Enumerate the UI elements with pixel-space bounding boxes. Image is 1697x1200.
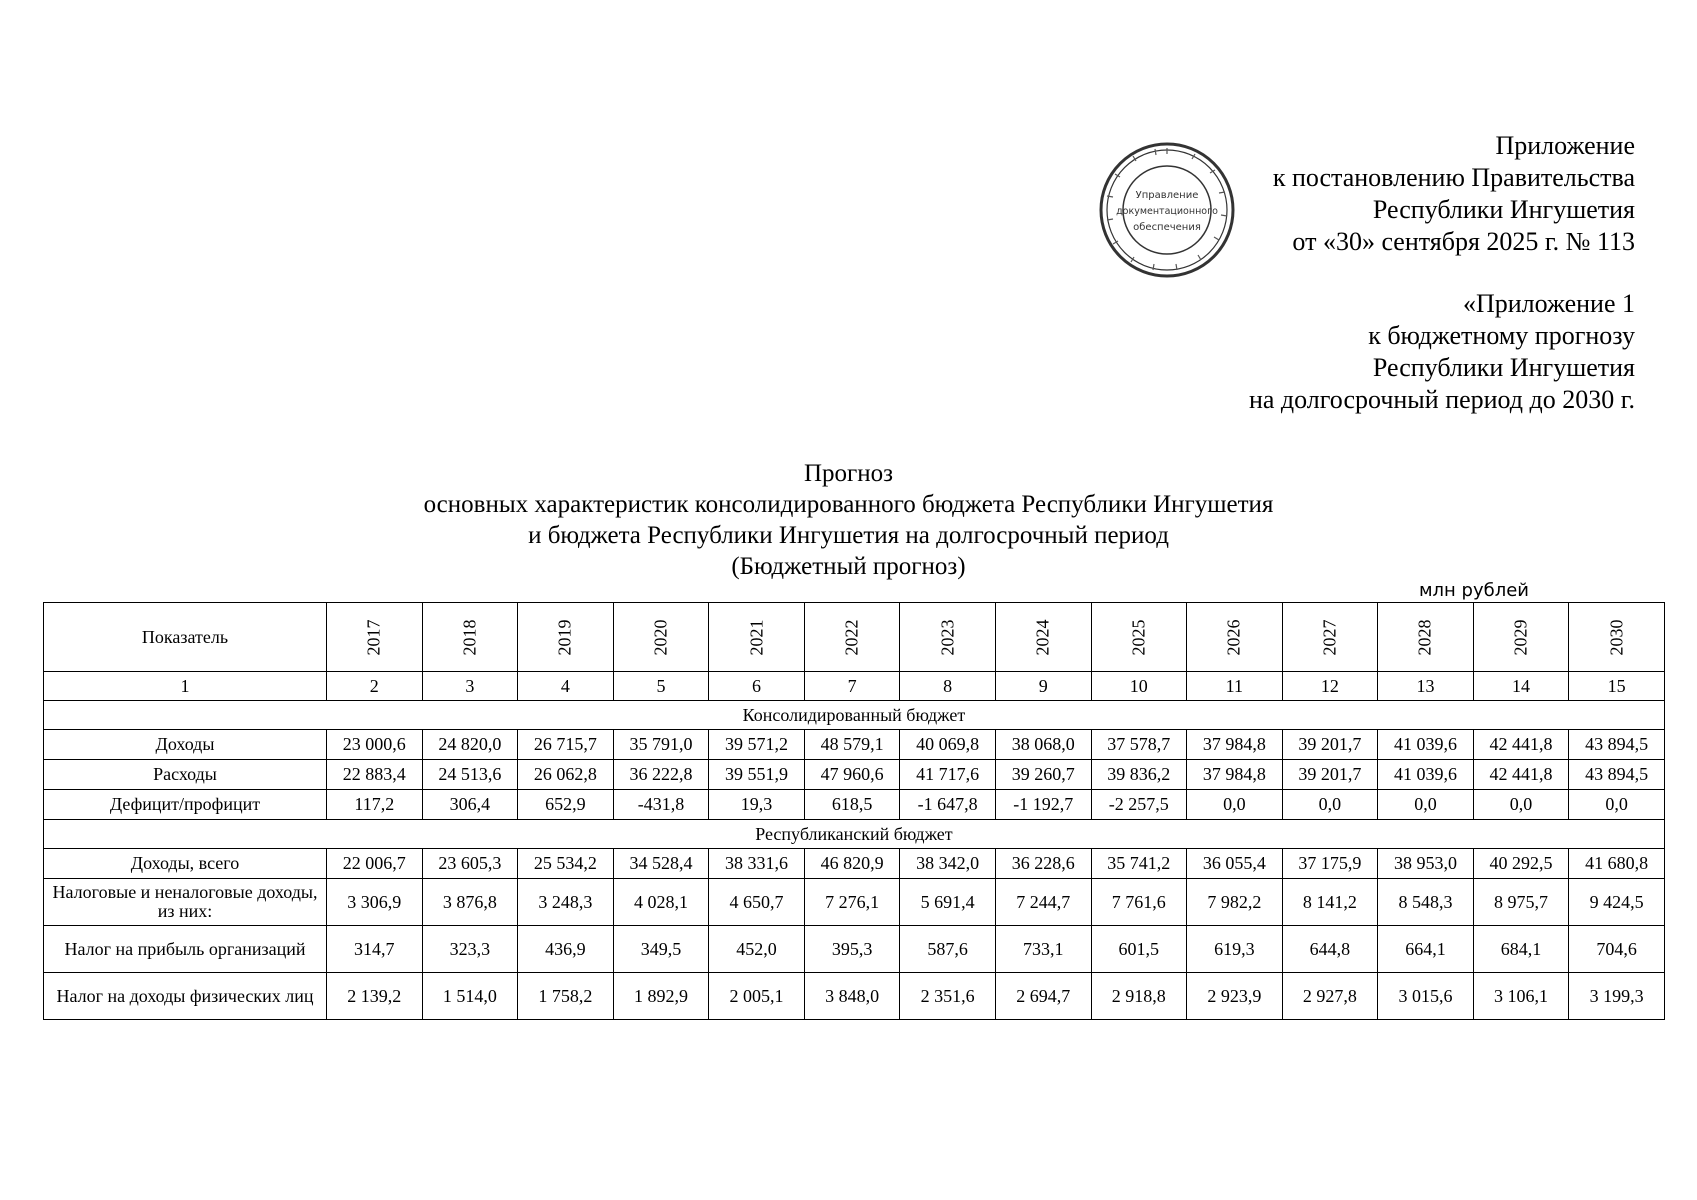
table-cell: 22 883,4: [327, 760, 423, 790]
column-number: 14: [1473, 672, 1569, 701]
table-cell: 23 000,6: [327, 730, 423, 760]
table-cell: 7 982,2: [1187, 879, 1283, 926]
table-cell: 7 761,6: [1091, 879, 1187, 926]
column-header-year: [1473, 603, 1569, 672]
appendix-header: [1249, 130, 1635, 416]
column-number: 13: [1378, 672, 1474, 701]
year-label: 2023: [937, 619, 958, 655]
table-cell: 42 441,8: [1473, 760, 1569, 790]
year-label: 2017: [363, 619, 384, 655]
table-cell: 23 605,3: [422, 849, 518, 879]
stamp-text: документационного: [1116, 206, 1218, 217]
appendix-line: от «30» сентября 2025 г. № 113: [1292, 227, 1635, 256]
table-cell: 618,5: [804, 790, 900, 820]
column-number: 12: [1282, 672, 1378, 701]
table-row: [44, 879, 1665, 926]
table-cell: 22 006,7: [327, 849, 423, 879]
table-cell: 436,9: [518, 926, 614, 973]
table-cell: 0,0: [1569, 790, 1665, 820]
table-cell: 8 141,2: [1282, 879, 1378, 926]
table-cell: 0,0: [1473, 790, 1569, 820]
column-header-year: [1569, 603, 1665, 672]
table-cell: 2 927,8: [1282, 973, 1378, 1020]
table-cell: 39 260,7: [995, 760, 1091, 790]
document-title: [0, 458, 1697, 582]
table-cell: 349,5: [613, 926, 709, 973]
row-label: Налог на прибыль организаций: [44, 926, 327, 973]
column-number: 8: [900, 672, 996, 701]
column-header-year: [804, 603, 900, 672]
table-cell: 36 055,4: [1187, 849, 1283, 879]
column-number: 5: [613, 672, 709, 701]
table-cell: 2 923,9: [1187, 973, 1283, 1020]
table-cell: 1 892,9: [613, 973, 709, 1020]
column-number: 10: [1091, 672, 1187, 701]
table-cell: 0,0: [1187, 790, 1283, 820]
table-cell: 644,8: [1282, 926, 1378, 973]
table-body: [44, 701, 1665, 1020]
column-header-year: [995, 603, 1091, 672]
table-cell: 39 201,7: [1282, 760, 1378, 790]
table-cell: 41 039,6: [1378, 760, 1474, 790]
table-cell: 37 984,8: [1187, 730, 1283, 760]
row-label: Доходы, всего: [44, 849, 327, 879]
year-label: 2024: [1032, 619, 1053, 655]
year-label: 2026: [1223, 619, 1244, 655]
table-cell: 3 015,6: [1378, 973, 1474, 1020]
stamp-text: Управление: [1135, 190, 1199, 201]
table-cell: 664,1: [1378, 926, 1474, 973]
table-cell: 19,3: [709, 790, 805, 820]
appendix1-line: Республики Ингушетия: [1372, 353, 1635, 382]
table-cell: 117,2: [327, 790, 423, 820]
table-cell: 306,4: [422, 790, 518, 820]
year-label: 2021: [746, 619, 767, 655]
table-cell: 25 534,2: [518, 849, 614, 879]
column-number: 9: [995, 672, 1091, 701]
table-row: [44, 926, 1665, 973]
table-cell: 3 199,3: [1569, 973, 1665, 1020]
table-cell: 619,3: [1187, 926, 1283, 973]
year-label: 2019: [554, 619, 575, 655]
table-cell: 1 758,2: [518, 973, 614, 1020]
table-cell: 38 342,0: [900, 849, 996, 879]
table-cell: 24 820,0: [422, 730, 518, 760]
section-title: Республиканский бюджет: [44, 820, 1665, 849]
column-header-year: [1282, 603, 1378, 672]
column-header-indicator: Показатель: [44, 603, 327, 672]
appendix-line: Республики Ингушетия: [1372, 195, 1635, 224]
year-label: 2027: [1319, 619, 1340, 655]
table-cell: 34 528,4: [613, 849, 709, 879]
table-cell: 38 068,0: [995, 730, 1091, 760]
unit-label: млн рублей: [1418, 580, 1529, 601]
table-cell: 36 222,8: [613, 760, 709, 790]
table-cell: 2 918,8: [1091, 973, 1187, 1020]
table-row: [44, 760, 1665, 790]
row-label: Расходы: [44, 760, 327, 790]
table-cell: 7 276,1: [804, 879, 900, 926]
table-cell: 3 848,0: [804, 973, 900, 1020]
table-row: [44, 790, 1665, 820]
column-header-year: [422, 603, 518, 672]
table-cell: -1 647,8: [900, 790, 996, 820]
column-number: 2: [327, 672, 423, 701]
table-row: [44, 730, 1665, 760]
table-cell: 39 836,2: [1091, 760, 1187, 790]
table-cell: -431,8: [613, 790, 709, 820]
table-cell: 2 005,1: [709, 973, 805, 1020]
table-cell: 395,3: [804, 926, 900, 973]
year-label: 2030: [1606, 619, 1627, 655]
header-row: [44, 603, 1665, 672]
column-number: 3: [422, 672, 518, 701]
table-cell: 40 069,8: [900, 730, 996, 760]
section-title: Консолидированный бюджет: [44, 701, 1665, 730]
table-cell: 733,1: [995, 926, 1091, 973]
table-row: [44, 849, 1665, 879]
appendix1-line: «Приложение 1: [1462, 289, 1635, 318]
budget-forecast-table: [43, 602, 1665, 1020]
column-header-year: [1091, 603, 1187, 672]
table-cell: -1 192,7: [995, 790, 1091, 820]
table-cell: 7 244,7: [995, 879, 1091, 926]
column-number: 7: [804, 672, 900, 701]
table-cell: 452,0: [709, 926, 805, 973]
column-number: 1: [44, 672, 327, 701]
table-cell: 35 741,2: [1091, 849, 1187, 879]
appendix-line: к постановлению Правительства: [1272, 163, 1635, 192]
column-header-year: [327, 603, 423, 672]
table-cell: 314,7: [327, 926, 423, 973]
table-cell: 36 228,6: [995, 849, 1091, 879]
official-stamp-icon: [1097, 140, 1237, 280]
table-cell: 38 953,0: [1378, 849, 1474, 879]
column-header-year: [1187, 603, 1283, 672]
table-cell: 24 513,6: [422, 760, 518, 790]
row-label: Доходы: [44, 730, 327, 760]
table-cell: 46 820,9: [804, 849, 900, 879]
column-number: 15: [1569, 672, 1665, 701]
table-cell: 35 791,0: [613, 730, 709, 760]
year-label: 2029: [1510, 619, 1531, 655]
table-cell: 0,0: [1378, 790, 1474, 820]
title-line: Прогноз: [803, 460, 894, 487]
row-label: Налог на доходы физических лиц: [44, 973, 327, 1020]
year-label: 2022: [841, 619, 862, 655]
table-cell: 42 441,8: [1473, 730, 1569, 760]
section-row: [44, 820, 1665, 849]
table-cell: 4 650,7: [709, 879, 805, 926]
table-cell: 47 960,6: [804, 760, 900, 790]
stamp-text: обеспечения: [1133, 222, 1201, 233]
column-number-row: [44, 672, 1665, 701]
table-cell: 41 717,6: [900, 760, 996, 790]
appendix1-line: на долгосрочный период до 2030 г.: [1248, 385, 1635, 414]
table-cell: 43 894,5: [1569, 760, 1665, 790]
column-number: 4: [518, 672, 614, 701]
year-label: 2025: [1128, 619, 1149, 655]
table-cell: 39 551,9: [709, 760, 805, 790]
table-cell: 38 331,6: [709, 849, 805, 879]
year-label: 2028: [1414, 619, 1435, 655]
table-cell: 601,5: [1091, 926, 1187, 973]
column-header-year: [709, 603, 805, 672]
table-cell: 3 306,9: [327, 879, 423, 926]
year-label: 2020: [650, 619, 671, 655]
title-line: основных характеристик консолидированного бюджета Республики Ингушетия: [423, 491, 1274, 518]
column-header-year: [518, 603, 614, 672]
column-header-year: [613, 603, 709, 672]
table-cell: 704,6: [1569, 926, 1665, 973]
table-cell: 2 139,2: [327, 973, 423, 1020]
table-cell: 3 248,3: [518, 879, 614, 926]
table-cell: 0,0: [1282, 790, 1378, 820]
table-cell: 5 691,4: [900, 879, 996, 926]
table-cell: 684,1: [1473, 926, 1569, 973]
appendix1-line: к бюджетному прогнозу: [1368, 321, 1635, 350]
table-cell: 587,6: [900, 926, 996, 973]
table-cell: 39 201,7: [1282, 730, 1378, 760]
table-cell: 652,9: [518, 790, 614, 820]
table-row: [44, 973, 1665, 1020]
table-cell: 3 106,1: [1473, 973, 1569, 1020]
table-cell: 26 062,8: [518, 760, 614, 790]
table-cell: 37 984,8: [1187, 760, 1283, 790]
table-cell: 2 694,7: [995, 973, 1091, 1020]
column-number: 11: [1187, 672, 1283, 701]
column-number: 6: [709, 672, 805, 701]
row-label: Налоговые и неналоговые доходы, из них:: [44, 879, 327, 926]
column-header-year: [1378, 603, 1474, 672]
table-cell: 1 514,0: [422, 973, 518, 1020]
table-cell: 3 876,8: [422, 879, 518, 926]
table-cell: 37 175,9: [1282, 849, 1378, 879]
table-cell: 37 578,7: [1091, 730, 1187, 760]
section-row: [44, 701, 1665, 730]
table-cell: 41 680,8: [1569, 849, 1665, 879]
table-cell: 39 571,2: [709, 730, 805, 760]
appendix-line: Приложение: [1495, 131, 1635, 160]
table-cell: 9 424,5: [1569, 879, 1665, 926]
table-cell: 41 039,6: [1378, 730, 1474, 760]
table-cell: 8 548,3: [1378, 879, 1474, 926]
table-header: [44, 603, 1665, 701]
table-cell: 26 715,7: [518, 730, 614, 760]
table-cell: 43 894,5: [1569, 730, 1665, 760]
title-line: (Бюджетный прогноз): [731, 553, 966, 580]
table-cell: 8 975,7: [1473, 879, 1569, 926]
table-cell: 4 028,1: [613, 879, 709, 926]
table-cell: 323,3: [422, 926, 518, 973]
table-cell: 48 579,1: [804, 730, 900, 760]
title-line: и бюджета Республики Ингушетия на долгосрочный период: [528, 522, 1169, 549]
table-cell: 40 292,5: [1473, 849, 1569, 879]
row-label: Дефицит/профицит: [44, 790, 327, 820]
table-cell: -2 257,5: [1091, 790, 1187, 820]
column-header-year: [900, 603, 996, 672]
year-label: 2018: [459, 619, 480, 655]
table-cell: 2 351,6: [900, 973, 996, 1020]
